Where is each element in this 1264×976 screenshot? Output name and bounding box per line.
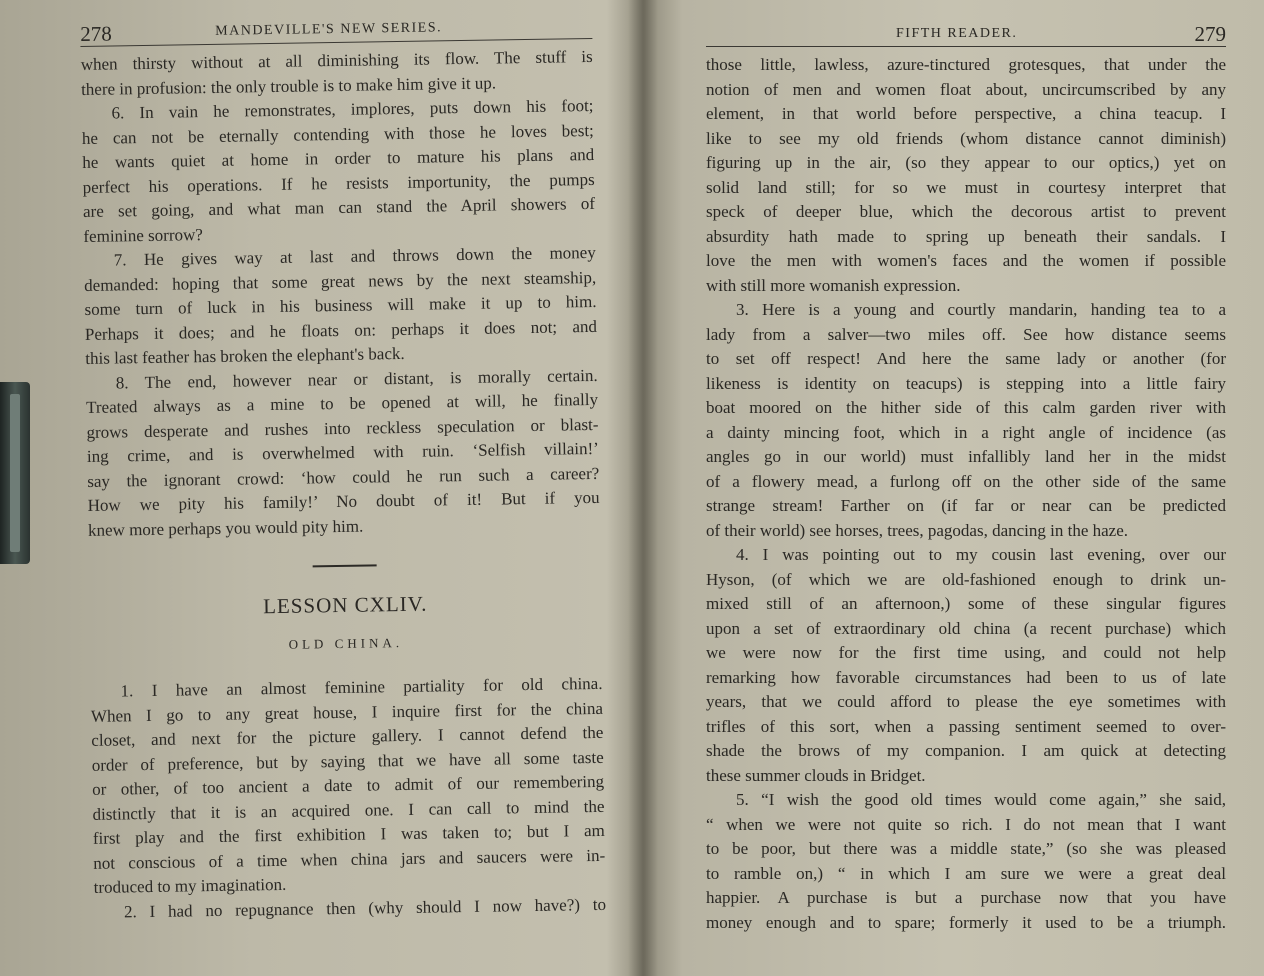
text-line: 7. He gives way at last and throws down the money	[113, 242, 596, 270]
text-line: 6. In vain he remonstrates, implores, puts down his foot;	[111, 95, 594, 123]
text-line: ing crime, and is overwhelmed with ruin. ‘Selfish villain!’	[86, 438, 599, 466]
text-line: troduced to my imagination.	[93, 874, 287, 897]
left-page	[80, 10, 606, 925]
text-line: these summer clouds in Bridget.	[706, 765, 926, 785]
text-line: years, that we could afford to please the eye sometimes with	[706, 692, 1226, 711]
text-line: those little, lawless, azure-tinctured grotesques, that under the	[706, 55, 1226, 74]
text-line: there in profusion: the only trouble is to make him give it up.	[80, 72, 497, 99]
text-line: upon a set of extraordinary old china (a recent purchase) which	[706, 618, 1226, 638]
text-line: 5. “I wish the good old times would come again,” she said,	[736, 790, 1226, 809]
running-head: MANDEVILLE'S NEW SERIES.	[215, 20, 443, 39]
text-line: solid land still; for so we must in courtesy interpret that	[706, 177, 1226, 197]
text-line: to be poor, but there was a middle state,” (so she was pleased	[706, 839, 1226, 858]
page-number: 278	[80, 21, 112, 46]
text-line: are set going, and what man can stand the April showers of	[82, 193, 596, 221]
text-line: order of preference, but by saying that we have all some taste	[91, 747, 604, 775]
text-line: closet, and next for the picture gallery. I cannot defend the	[91, 722, 604, 750]
text-line: notion of men and women float about, uncircumscribed by any	[706, 79, 1226, 99]
bookmark-tab	[0, 382, 30, 564]
text-line: shade the brows of my companion. I am quick at detecting	[706, 741, 1226, 760]
text-line: 1. I have an almost feminine partiality for old china.	[120, 673, 603, 701]
text-line: first play and the first exhibition I was taken to; but I am	[92, 820, 605, 848]
right-page-header	[706, 18, 1226, 46]
text-line: angles go in our world) must infallibly land her in the midst	[706, 447, 1226, 466]
text-line: figuring up in the air, (so they appear to our optics,) yet on	[706, 153, 1226, 172]
text-line: trifles of this sort, when a passing sentiment seemed to over-	[706, 716, 1226, 736]
text-line: demanded: hoping that some great news by the next steamship,	[84, 267, 597, 295]
book-gutter	[628, 0, 658, 976]
text-line: he can not be eternally contending with those he loves best;	[81, 120, 594, 148]
text-line: 8. The end, however near or distant, is morally certain.	[115, 365, 598, 392]
text-line: feminine sorrow?	[83, 224, 203, 246]
lesson-title: LESSON CXLIV.	[262, 591, 428, 619]
text-line: to ramble on,) “ in which I am sure we were a great deal	[706, 863, 1226, 883]
text-line: strange stream! Farther on (if far or near can be predicted	[706, 496, 1226, 515]
text-line: boat moored on the hither side of this calm garden river with	[706, 398, 1226, 417]
text-line: speck of deeper blue, which the decorous artist to prevent	[706, 202, 1226, 221]
text-line: to set off respect! And here the same lady or another (for	[706, 349, 1226, 368]
text-line: 2. I had no repugnance then (why should I now have?) to	[123, 894, 607, 921]
text-line: like to see my old friends (whom distance cannot diminish)	[706, 128, 1226, 148]
text-line: likeness is identity on teacups) is stepping into a little fairy	[706, 373, 1226, 393]
text-line: How we pity his family!’ No doubt of it! But if you	[87, 487, 600, 515]
text-line: with still more womanish expression.	[706, 275, 961, 295]
lesson-subtitle: OLD CHINA.	[288, 635, 404, 652]
running-head: FIFTH READER.	[896, 26, 1018, 41]
text-line: he wants quiet at home in order to mature his plans and	[82, 144, 595, 172]
text-line: remarking how favorable circumstances had been to us of late	[706, 667, 1226, 687]
text-line: love the men with women's faces and the women if possible	[706, 251, 1226, 270]
text-line: of their world) see horses, trees, pagodas, dancing in the haze.	[706, 520, 1129, 540]
text-line: or other, of too ancient a date to admit of our remembering	[91, 771, 605, 799]
text-line: grows desperate and rushes into reckless speculation or blast-	[86, 414, 599, 442]
bookmark-tab-inner	[10, 394, 20, 552]
text-line: of a flowery mead, a furlong off on the other side of the same	[706, 471, 1226, 491]
text-line: happier. A purchase is but a purchase now that you have	[706, 888, 1226, 907]
right-page-text	[706, 53, 1226, 935]
text-line: Treated always as a mine to be opened at will, he finally	[85, 389, 599, 417]
page-number: 279	[1194, 22, 1226, 46]
text-line: 4. I was pointing out to my cousin last evening, over our	[736, 545, 1226, 564]
text-line: “ when we were not quite so rich. I do not mean that I want	[706, 814, 1226, 834]
text-line: element, in that world before perspective, a china teacup. I	[706, 104, 1226, 123]
header-rule	[706, 46, 1226, 47]
left-page-text-bottom	[90, 672, 606, 925]
section-divider	[313, 564, 377, 567]
text-line: we were now for the first time using, and could not help	[706, 643, 1226, 662]
text-line: say the ignorant crowd: ‘how could he run such a career?	[87, 463, 600, 491]
right-page	[706, 18, 1226, 935]
text-line: money enough and to spare; formerly it used to be a triumph.	[706, 912, 1226, 932]
text-line: When I go to any great house, I inquire first for the china	[90, 698, 604, 726]
text-line: absurdity hath made to spring up beneath their sandals. I	[706, 226, 1226, 246]
left-page-text-top	[81, 45, 601, 543]
text-line: lady from a salver—two miles off. See how distance seems	[706, 324, 1226, 344]
text-line: 3. Here is a young and courtly mandarin, handing tea to a	[736, 300, 1226, 319]
text-line: knew more perhaps you would pity him.	[87, 516, 364, 540]
text-line: when thirsty without at all diminishing its flow. The stuff is	[80, 46, 593, 74]
left-page-header	[80, 10, 592, 46]
text-line: a dainty mincing foot, which in a right angle of incidence (as	[706, 422, 1226, 442]
text-line: mixed still of an afternoon,) some of these singular figures	[706, 594, 1226, 613]
text-line: Hyson, (of which we are old-fashioned enough to drink un-	[706, 569, 1226, 589]
text-line: not conscious of a time when china jars and saucers were in-	[93, 845, 606, 873]
text-line: Perhaps it does; and he floats on: perhaps it does not; and	[84, 316, 598, 344]
text-line: perfect his operations. If he resists importunity, the pumps	[82, 169, 595, 197]
text-line: distinctly that it is an acquired one. I can call to mind the	[92, 796, 605, 824]
text-line: some turn of luck in his business will make it up to him.	[84, 291, 597, 319]
text-line: this last feather has broken the elephant's back.	[85, 343, 405, 368]
